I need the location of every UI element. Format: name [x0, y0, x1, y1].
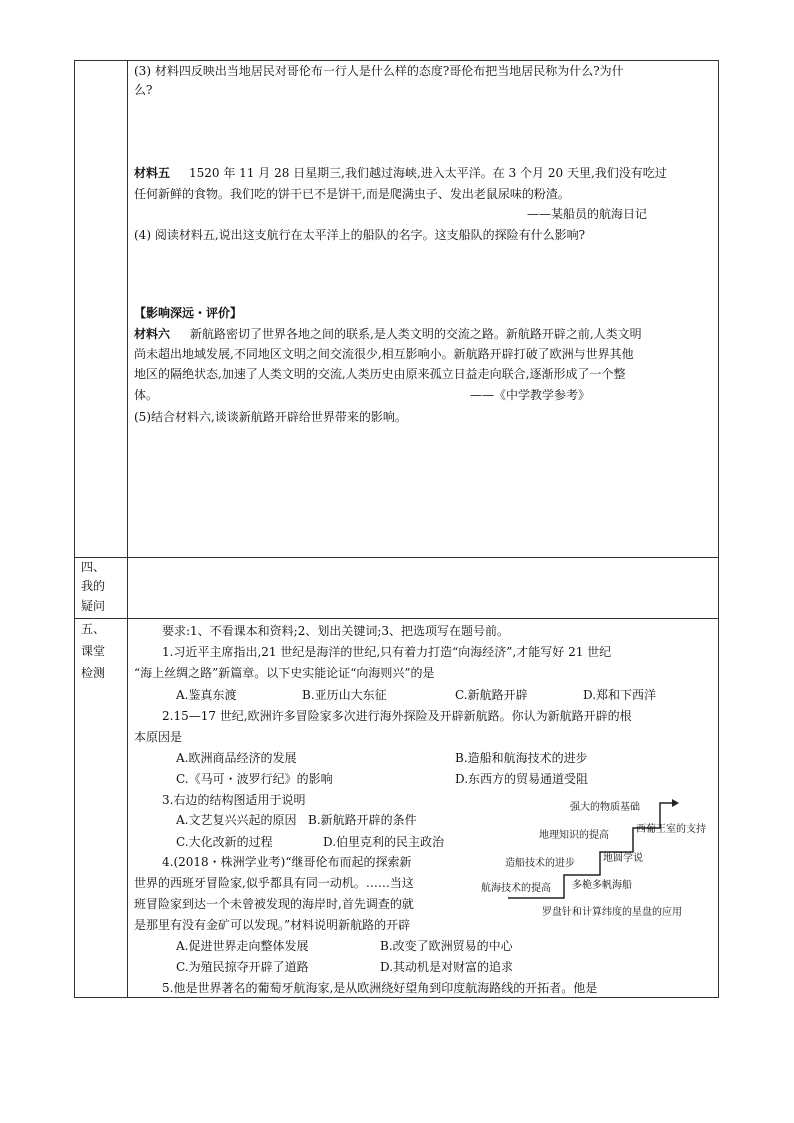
diagram-step-6: 地理知识的提高 — [539, 830, 609, 841]
q4-option-b: B.改变了欧洲贸易的中心 — [380, 939, 513, 953]
q2-option-c: C.《马可・波罗行纪》的影响 — [176, 772, 333, 786]
q4-line1: 4.(2018・株洲学业考)“继哥伦布而起的探索新 — [162, 855, 412, 869]
diagram-step-8: 强大的物质基础 — [570, 802, 640, 813]
material-6-line4: 体。 — [134, 388, 159, 402]
q4-option-a: A.促进世界走向整体发展 — [176, 939, 309, 953]
q3-option-c: C.大化改新的过程 — [176, 835, 273, 849]
table-column-divider — [127, 60, 128, 998]
diagram-step-5: 地圆学说 — [603, 853, 643, 864]
table-border-left — [74, 60, 75, 998]
q2-option-b: B.造船和航海技术的进步 — [455, 751, 588, 765]
row4-label-3: 疑问 — [81, 599, 106, 613]
q4-line4: 是那里有没有金矿可以发现。”材料说明新航路的开辟 — [134, 918, 411, 932]
q1-option-b: B.亚历山大东征 — [302, 688, 387, 702]
material-6-source: ——《中学教学参考》 — [470, 388, 591, 402]
row4-label-1: 四、 — [81, 560, 106, 574]
q1-line1: 1.习近平主席指出,21 世纪是海洋的世纪,只有着力打造“向海经济”,才能写好 21 世纪 — [162, 645, 612, 659]
q2-line2: 本原因是 — [134, 730, 183, 744]
material-5-line1: 1520 年 11 月 28 日星期三,我们越过海峡,进入太平洋。在 3 个月 20 天里,我们没有吃过 — [189, 166, 667, 180]
q2-option-a: A.欧洲商品经济的发展 — [176, 751, 297, 765]
material-6-line3: 地区的隔绝状态,加速了人类文明的交流,人类历史由原来孤立日益走向联合,逐渐形成了一个整 — [134, 367, 626, 381]
q2-line1: 2.15—17 世纪,欧洲许多冒险家多次进行海外探险及开辟新航路。你认为新航路开辟的根 — [162, 709, 632, 723]
question-3-line1: (3) 材料四反映出当地居民对哥伦布一行人是什么样的态度?哥伦布把当地居民称为什么?为什 — [134, 64, 624, 78]
diagram-step-1: 罗盘针和计算纬度的星盘的应用 — [542, 907, 682, 918]
q5-line1: 5.他是世界著名的葡萄牙航海家,是从欧洲绕好望角到印度航海路线的开拓者。他是 — [162, 981, 598, 995]
material-6-label: 材料六 — [134, 327, 171, 341]
q3-option-d: D.伯里克利的民主政治 — [323, 835, 445, 849]
material-5-source: ——某船员的航海日记 — [527, 207, 648, 221]
q1-option-a: A.鉴真东渡 — [176, 688, 237, 702]
q4-option-c: C.为殖民掠夺开辟了道路 — [176, 960, 309, 974]
diagram-step-2: 航海技术的提高 — [481, 883, 551, 894]
material-6-line2: 尚未超出地域发展,不同地区文明之间交流很少,相互影响小。新航路开辟打破了欧洲与世界其他 — [134, 347, 634, 361]
q1-option-c: C.新航路开辟 — [455, 688, 528, 702]
question-4: (4) 阅读材料五,说出这支航行在太平洋上的船队的名字。这支船队的探险有什么影响? — [134, 228, 586, 242]
question-5: (5)结合材料六,谈谈新航路开辟给世界带来的影响。 — [134, 410, 407, 424]
row-divider-1 — [74, 557, 719, 558]
row-divider-2 — [74, 618, 719, 619]
section-heading: 【影响深远・评价】 — [134, 306, 243, 320]
row4-label-2: 我的 — [81, 579, 106, 593]
material-5-label: 材料五 — [134, 166, 171, 180]
question-3-line2: 么? — [134, 83, 153, 97]
material-6-line1: 新航路密切了世界各地之间的联系,是人类文明的交流之路。新航路开辟之前,人类文明 — [190, 327, 642, 341]
q4-line3: 班冒险家到达一个未曾被发现的海岸时,首先调查的就 — [134, 897, 414, 911]
q2-option-d: D.东西方的贸易通道受阻 — [455, 772, 589, 786]
arrow-head-icon — [672, 799, 679, 807]
q4-option-d: D.其动机是对财富的追求 — [380, 960, 514, 974]
q3-stem: 3.右边的结构图适用于说明 — [162, 793, 306, 807]
q4-line2: 世界的西班牙冒险家,似乎都具有同一动机。……当这 — [134, 876, 414, 890]
q3-option-a: A.文艺复兴兴起的原因 — [176, 813, 297, 827]
diagram-step-4: 造船技术的进步 — [505, 858, 575, 869]
table-border-top — [74, 60, 719, 61]
requirements: 要求:1、不看课本和资料;2、划出关键词;3、把选项写在题号前。 — [162, 624, 510, 638]
q1-option-d: D.郑和下西洋 — [583, 688, 657, 702]
q1-line2: “海上丝绸之路”新篇章。以下史实能论证“向海则兴”的是 — [134, 666, 435, 680]
row5-label-1: 五、 — [81, 622, 106, 636]
row5-label-3: 检测 — [81, 666, 106, 680]
q3-option-b: B.新航路开辟的条件 — [308, 813, 417, 827]
diagram-step-3: 多桅多帆海船 — [572, 880, 632, 891]
material-5-line2: 任何新鲜的食物。我们吃的饼干已不是饼干,而是爬满虫子、发出老鼠尿味的粉渣。 — [134, 187, 570, 201]
table-border-bottom — [74, 997, 719, 998]
diagram-step-7: 西葡王室的支持 — [636, 824, 706, 835]
row5-label-2: 课堂 — [81, 644, 106, 658]
